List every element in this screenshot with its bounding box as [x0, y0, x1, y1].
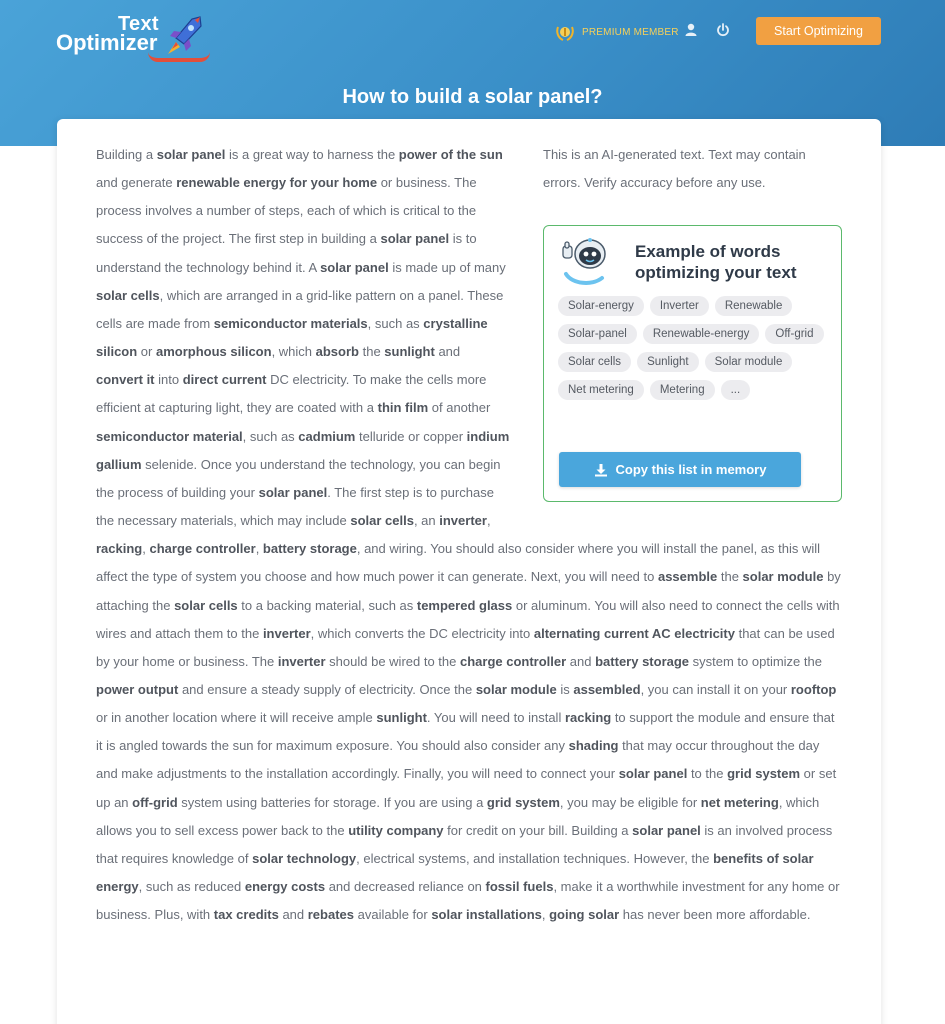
keyword-highlight: inverter	[277, 653, 326, 669]
keyword-highlight: crystalline silicon	[96, 315, 488, 360]
keyword-highlight: direct current	[182, 372, 267, 388]
article-text-segment: ,	[255, 541, 263, 557]
keyword-highlight: solar cells	[350, 513, 414, 529]
article-text-segment: into	[154, 372, 183, 388]
article-text-segment: and	[278, 907, 308, 923]
article-text-segment: is to understand the technology behind it. A	[96, 231, 477, 275]
article-text-segment: DC electricity. To make the cells more efficient at capturing light, they are coated with a	[96, 372, 487, 416]
keyword-chip[interactable]: Solar module	[705, 352, 793, 372]
keyword-chip[interactable]: Metering	[650, 380, 715, 400]
keyword-chip[interactable]: Solar-panel	[558, 324, 637, 344]
article-text-segment: Building a	[96, 147, 157, 162]
keyword-highlight: semiconductor materials	[213, 315, 368, 331]
keyword-highlight: solar cells	[96, 287, 160, 303]
keyword-chip[interactable]: Sunlight	[637, 352, 699, 372]
article-text-segment: is	[556, 681, 574, 697]
keyword-chip[interactable]: Renewable-energy	[643, 324, 760, 344]
keyword-highlight: solar module	[475, 681, 557, 697]
keyword-highlight: solar panel	[156, 147, 226, 162]
article-text-segment: or business. The process involves a number of steps, each of which is critical to the success of the project. The first step in building a	[96, 175, 477, 247]
keyword-highlight: absorb	[315, 344, 359, 360]
keyword-highlight: fossil fuels	[485, 879, 554, 895]
article-text-segment: by attaching the	[96, 569, 841, 613]
keyword-highlight: rooftop	[790, 681, 837, 697]
copy-list-button[interactable]	[559, 452, 801, 487]
keyword-highlight: solar module	[742, 569, 824, 585]
premium-member-label: PREMIUM MEMBER	[582, 26, 679, 38]
keyword-highlight: grid system	[727, 766, 801, 782]
keyword-highlight: tempered glass	[416, 597, 513, 613]
power-icon[interactable]	[715, 22, 731, 38]
article-text-segment: . The first step is to purchase the necessary materials, which may include	[96, 484, 494, 529]
article-text-segment: selenide. Once you understand the technology, you can begin the process of building your	[96, 456, 501, 500]
keyword-highlight: alternating current AC electricity	[533, 625, 735, 641]
example-words-title: Example of words optimizing your text	[635, 242, 797, 282]
start-optimizing-button[interactable]: Start Optimizing	[756, 17, 881, 45]
article-text-segment: ,	[486, 513, 491, 529]
keyword-highlight: indium gallium	[96, 428, 510, 472]
keyword-chip[interactable]: Renewable	[715, 296, 793, 316]
user-icon[interactable]	[683, 22, 699, 38]
robot-mascot-icon	[558, 234, 616, 286]
keyword-highlight: inverter	[439, 513, 487, 529]
keyword-highlight: solar panel	[618, 766, 688, 782]
keyword-chip[interactable]: Net metering	[558, 380, 644, 400]
article-text-segment: , which	[271, 344, 316, 360]
article-text-segment: system using batteries for storage. If you are using a	[177, 794, 487, 810]
keyword-highlight: benefits of solar energy	[96, 850, 814, 895]
keyword-highlight: sunlight	[384, 344, 435, 360]
article-text-segment: should be wired to the	[325, 653, 460, 669]
article-text-segment: available for	[354, 907, 432, 923]
keyword-chip[interactable]: Solar cells	[558, 352, 631, 372]
article-text-segment: system to optimize the	[689, 653, 822, 669]
article-text-segment: ,	[142, 541, 150, 557]
keyword-highlight: cadmium	[298, 428, 356, 444]
keyword-highlight: solar panel	[258, 484, 328, 500]
article-text-segment: , and wiring. You should also consider where you will install the panel, as this will affect the type of system you choose and how much power it can generate. Next, you will need to	[96, 541, 821, 585]
keyword-highlight: solar panel	[320, 259, 389, 275]
keyword-highlight: power of the sun	[398, 147, 503, 162]
article-text-segment: or in another location where it will receive ample	[96, 710, 377, 726]
article-text-segment: is an involved process that requires knowledge of	[96, 822, 833, 866]
keyword-highlight: solar installations	[431, 907, 542, 923]
keyword-highlight: grid system	[486, 794, 560, 810]
keyword-highlight: thin film	[377, 400, 429, 416]
keyword-highlight: solar technology	[252, 850, 357, 866]
article-text-segment: , which converts the DC electricity into	[310, 625, 534, 641]
article-text-segment: , which are arranged in a grid-like pattern on a panel. These cells are made from	[96, 287, 504, 331]
article-text-segment: , such as reduced	[138, 879, 245, 895]
keyword-highlight: battery storage	[262, 541, 357, 557]
rocket-icon	[162, 14, 206, 60]
article-text-segment: . You will need to install	[426, 710, 565, 726]
example-words-box	[543, 225, 842, 502]
keyword-highlight: off-grid	[132, 794, 178, 810]
keyword-highlight: net metering	[700, 794, 779, 810]
keyword-highlight: shading	[568, 738, 619, 754]
article-text-segment: and decreased reliance on	[325, 879, 486, 895]
copy-list-label: Copy this list in memory	[615, 462, 767, 477]
keyword-highlight: power output	[96, 681, 179, 697]
article-text-segment: and	[434, 344, 461, 360]
article-text-segment: , such as	[367, 315, 424, 331]
text-optimizer-logo[interactable]	[56, 12, 206, 64]
article-text-segment: or	[137, 344, 156, 360]
keyword-highlight: racking	[564, 710, 612, 726]
article-text-segment: , make it a worthwhile investment for any home or business. Plus, with	[96, 879, 840, 923]
keyword-chip[interactable]: Solar-energy	[558, 296, 644, 316]
article-text-segment: is made up of many	[388, 259, 506, 275]
article-text-segment: and	[566, 653, 596, 669]
article-text-segment: , electrical systems, and installation techniques. However, the	[356, 850, 714, 866]
article-text-segment: and generate	[96, 175, 177, 191]
article-text-segment: to a backing material, such as	[237, 597, 417, 613]
article-text-segment: , you may be eligible for	[559, 794, 701, 810]
article-text-segment: for credit on your bill. Building a	[443, 822, 633, 838]
keyword-highlight: going solar	[549, 907, 620, 923]
page-title: How to build a solar panel?	[342, 86, 603, 108]
article-text-segment: telluride or copper	[355, 428, 467, 444]
keyword-highlight: racking	[96, 541, 143, 557]
article-text-segment: , such as	[242, 428, 299, 444]
article-text-segment: that can be used by your home or business. The	[96, 625, 835, 669]
keyword-highlight: solar cells	[174, 597, 238, 613]
keyword-highlight: assembled	[573, 681, 641, 697]
keyword-chip[interactable]: Off-grid	[765, 324, 823, 344]
keyword-chip[interactable]: ...	[721, 380, 751, 400]
keyword-highlight: semiconductor material	[96, 428, 243, 444]
keyword-highlight: renewable energy for your home	[176, 175, 378, 191]
article-text-segment: or set up an	[96, 766, 837, 810]
keyword-highlight: solar panel	[380, 231, 450, 247]
keyword-highlight: utility company	[348, 822, 444, 838]
premium-member-badge[interactable]	[554, 20, 679, 44]
keyword-highlight: energy costs	[244, 879, 326, 895]
download-icon	[594, 463, 608, 477]
article-text-segment: to the	[687, 766, 728, 782]
article-text-segment: that may occur throughout the day and make adjustments to the installation accordingly. Finally, you will need to connect your	[96, 738, 820, 782]
keyword-highlight: charge controller	[459, 653, 567, 669]
keyword-highlight: rebates	[307, 907, 354, 923]
keyword-highlight: amorphous silicon	[155, 344, 272, 360]
article-text-segment: and ensure a steady supply of electricity. Once the	[178, 681, 476, 697]
article-text-segment: the	[358, 344, 385, 360]
keyword-highlight: tax credits	[213, 907, 279, 923]
article-text-segment: , which allows you to sell excess power back to the	[96, 794, 820, 838]
keyword-highlight: convert it	[96, 372, 155, 388]
article-text-segment: or aluminum. You will also need to connect the cells with wires and attach them to the	[96, 597, 840, 641]
keyword-highlight: battery storage	[595, 653, 690, 669]
article-text-segment: , an	[413, 513, 440, 529]
logo-text-top: Text	[118, 13, 159, 35]
article-text-segment: ,	[541, 907, 550, 923]
article-text-segment: is a great way to harness the	[225, 147, 399, 162]
keyword-highlight: inverter	[262, 625, 311, 641]
keyword-highlight: charge controller	[149, 541, 256, 557]
logo-text-bottom: Optimizer	[56, 30, 158, 55]
keyword-chips	[558, 296, 833, 400]
keyword-highlight: sunlight	[376, 710, 427, 726]
keyword-highlight: assemble	[657, 569, 718, 585]
ai-generated-notice: This is an AI-generated text. Text may contain errors. Verify accuracy before any use.	[543, 147, 806, 190]
article-text-segment: of another	[428, 400, 491, 416]
article-text-segment: to support the module and ensure that it is angled towards the sun for maximum exposure. You should also consider any	[96, 710, 835, 754]
keyword-chip[interactable]: Inverter	[650, 296, 709, 316]
article-text-segment: , you can install it on your	[640, 681, 791, 697]
article-text-segment: has never been more affordable.	[619, 907, 811, 923]
article-text-segment: the	[717, 569, 743, 585]
keyword-highlight: solar panel	[632, 822, 701, 838]
crown-medal-icon	[554, 21, 576, 43]
